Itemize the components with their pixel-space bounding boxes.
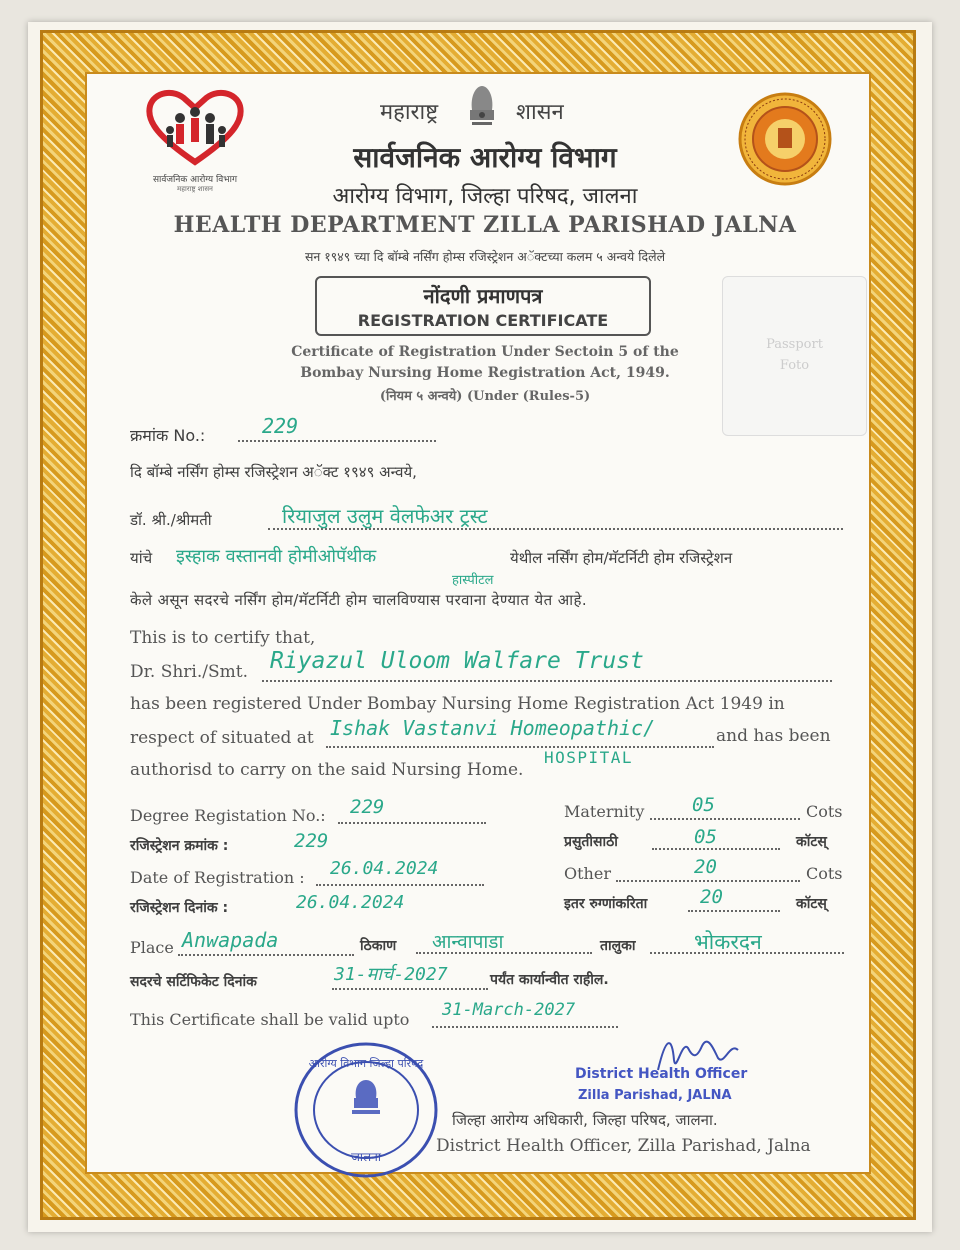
registered-text: has been registered Under Bombay Nursing Home Registration Act 1949 in xyxy=(130,694,785,714)
department-title-english: HEALTH DEPARTMENT ZILLA PARISHAD JALNA xyxy=(173,212,797,238)
itar-value: 20 xyxy=(700,886,723,908)
heart-family-icon xyxy=(140,88,250,168)
act-line-marathi: सन १९४९ च्या दि बॉम्बे नर्सिंग होम्स रजिस्ट्रेशन अॅक्टच्या कलम ५ अन्वये दिलेले xyxy=(304,249,666,264)
title-english: REGISTRATION CERTIFICATE xyxy=(357,311,609,330)
title-subtitle-1: Certificate of Registration Under Sectoin 5 of the xyxy=(291,344,679,360)
title-subtitle-2: Bombay Nursing Home Registration Act, 1949. xyxy=(300,365,670,381)
signatory-english: District Health Officer, Zilla Parishad, Jalna xyxy=(436,1136,811,1156)
certificate-no-value: 229 xyxy=(262,414,299,438)
hospital-value: HOSPITAL xyxy=(544,748,634,767)
other-value: 20 xyxy=(694,856,717,878)
taluka-label: तालुका xyxy=(600,938,636,954)
reg-mr-value: 229 xyxy=(294,830,329,852)
round-official-stamp xyxy=(292,1040,440,1180)
title-subtitle-3: (नियम ५ अन्वये) (Under (Rules-5) xyxy=(379,389,591,404)
ashoka-emblem-icon xyxy=(462,80,502,130)
dr-marathi-label: डॉ. श्री./श्रीमती xyxy=(130,511,212,529)
valid-en-value: 31-March-2027 xyxy=(442,1000,576,1020)
date-mr-label: रजिस्ट्रेशन दिनांक : xyxy=(130,900,229,916)
marathi-tail-1: येथील नर्सिंग होम/मॅटर्निटी होम रजिस्ट्रेशन xyxy=(510,549,733,567)
and-has-been-text: and has been xyxy=(716,726,831,746)
photo-label-1: Passport xyxy=(766,337,823,352)
logo-caption: सार्वजनिक आरोग्य विभाग xyxy=(152,175,238,185)
prasuti-value: 05 xyxy=(694,826,717,848)
title-box xyxy=(315,276,651,336)
officer-stamp-line-1: District Health Officer xyxy=(575,1066,748,1082)
passport-photo-box xyxy=(722,276,867,436)
stamp-top-text: आरोग्य विभाग जिल्हा परिषद xyxy=(308,1057,424,1070)
reg-mr-label: रजिस्ट्रेशन क्रमांक : xyxy=(130,838,229,854)
stamp-bottom-text: जालना xyxy=(351,1150,381,1164)
respect-text: respect of situated at xyxy=(130,728,314,748)
authorised-text: authorisd to carry on the said Nursing Home. xyxy=(130,760,524,780)
other-cots: Cots xyxy=(806,864,843,883)
logo-tagline: महाराष्ट्र शासन xyxy=(177,185,213,193)
prasuti-cots: कॉटस् xyxy=(796,834,827,850)
gov-left-text: महाराष्ट्र xyxy=(380,100,439,125)
maternity-label: Maternity xyxy=(564,802,645,821)
maternity-cots: Cots xyxy=(806,802,843,821)
dr-english-value: Riyazul Uloom Walfare Trust xyxy=(270,648,644,674)
thikan-value: आन्वापाडा xyxy=(432,931,504,953)
maternity-value: 05 xyxy=(692,794,715,816)
certify-text: This is to certify that, xyxy=(130,628,316,648)
thikan-label: ठिकाण xyxy=(360,938,397,954)
certificate-no-label: क्रमांक No.: xyxy=(130,426,206,445)
zilla-parishad-seal xyxy=(738,92,832,186)
seal-emblem-icon xyxy=(738,92,832,186)
place-value: Anwapada xyxy=(182,928,279,952)
date-mr-value: 26.04.2024 xyxy=(296,892,405,913)
department-subtitle-marathi: आरोग्य विभाग, जिल्हा परिषद, जालना xyxy=(332,184,638,209)
officer-stamp-line-2: Zilla Parishad, JALNA xyxy=(578,1088,732,1103)
itar-cots: कॉटस् xyxy=(796,896,827,912)
itar-label: इतर रुग्णांकरिता xyxy=(564,896,648,912)
place-marathi-value: इस्हाक वस्तानवी होमीओपॅथीक xyxy=(176,546,377,567)
taluka-value: भोकरदन xyxy=(694,930,762,954)
date-value: 26.04.2024 xyxy=(330,858,439,879)
valid-mr-label: सदरचे सर्टिफिकेट दिनांक xyxy=(130,974,257,990)
marathi-tail-2: केले असून सदरचे नर्सिंग होम/मॅटर्निटी होम चालविण्यास परवाना देण्यात येत आहे. xyxy=(130,591,588,609)
prasuti-label: प्रसुतीसाठी xyxy=(564,834,618,850)
signatory-marathi: जिल्हा आरोग्य अधिकारी, जिल्हा परिषद, जालना. xyxy=(452,1111,718,1129)
place-marathi-value-2: हास्पीटल xyxy=(452,573,494,588)
maternity-line xyxy=(650,800,800,820)
place-label: Place xyxy=(130,938,174,957)
department-title-marathi: सार्वजनिक आरोग्य विभाग xyxy=(353,141,617,174)
act-marathi: दि बॉम्बे नर्सिंग होम्स रजिस्ट्रेशन अॅक्ट १९४९ अन्वये, xyxy=(130,463,417,481)
valid-mr-value: 31-मार्च-2027 xyxy=(334,964,448,985)
degree-value: 229 xyxy=(350,796,385,818)
situated-value: Ishak Vastanvi Homeopathic/ xyxy=(330,716,656,740)
degree-label: Degree Registation No.: xyxy=(130,806,326,825)
dr-english-label: Dr. Shri./Smt. xyxy=(130,662,248,682)
health-department-logo xyxy=(140,88,250,193)
date-label: Date of Registration : xyxy=(130,868,305,887)
valid-mr-tail: पर्यंत कार्यान्वीत राहील. xyxy=(490,972,609,988)
yanche-label: यांचे xyxy=(130,549,153,567)
other-label: Other xyxy=(564,864,611,883)
photo-label-2: Foto xyxy=(779,358,810,373)
title-marathi: नोंदणी प्रमाणपत्र xyxy=(423,284,543,308)
gov-right-text: शासन xyxy=(516,100,564,125)
valid-en-label: This Certificate shall be valid upto xyxy=(130,1010,410,1029)
dr-marathi-value: रियाजुल उलुम वेलफेअर ट्रस्ट xyxy=(282,504,488,528)
